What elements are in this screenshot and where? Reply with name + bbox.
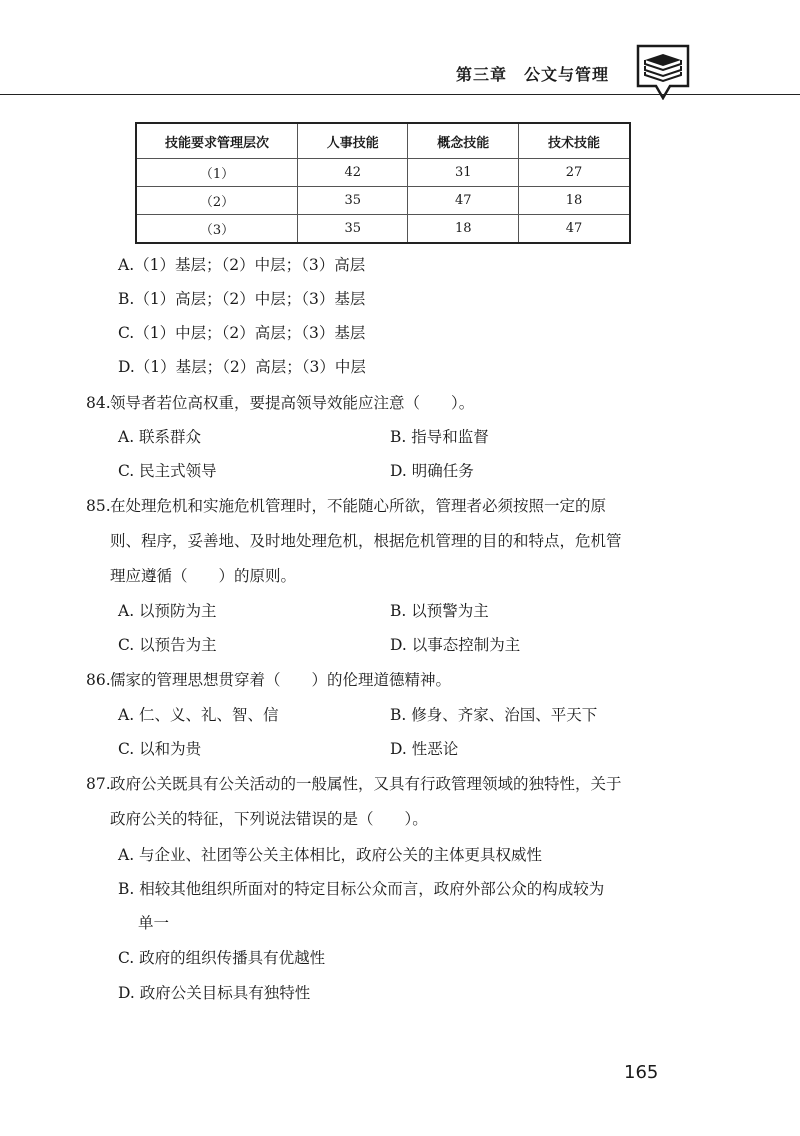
table-row xyxy=(136,159,630,187)
question-number: 87. xyxy=(86,775,111,793)
table-cell: （3） xyxy=(136,215,298,244)
table-cell: 47 xyxy=(408,187,518,215)
book-icon xyxy=(636,44,690,100)
table-cell: 42 xyxy=(298,159,408,187)
question-number: 86. xyxy=(86,671,111,689)
table-header-cell: 技术技能 xyxy=(518,123,630,159)
question-text: 则、程序，妥善地、及时地处理危机，根据危机管理的目的和特点，危机管 xyxy=(110,532,622,550)
q86-option-c: C. 以和为贵 xyxy=(118,740,202,758)
question-number: 85. xyxy=(86,497,111,515)
page-number: 165 xyxy=(624,1062,659,1083)
question-text: 政府公关既具有公关活动的一般属性，又具有行政管理领域的独特性，关于 xyxy=(110,775,622,793)
q86-option-d: D. 性恶论 xyxy=(390,740,459,758)
table-cell: 18 xyxy=(408,215,518,244)
q85-option-d: D. 以事态控制为主 xyxy=(390,636,521,654)
table-row xyxy=(136,187,630,215)
q85-option-a: A. 以预防为主 xyxy=(118,602,217,620)
table-cell: 27 xyxy=(518,159,630,187)
q85-option-c: C. 以预告为主 xyxy=(118,636,217,654)
q85-option-b: B. 以预警为主 xyxy=(390,602,489,620)
chapter-title: 第三章 公文与管理 xyxy=(456,65,610,84)
q84-option-c: C. 民主式领导 xyxy=(118,462,217,480)
table-header-row xyxy=(136,123,630,159)
table-cell: （2） xyxy=(136,187,298,215)
q84-option-b: B. 指导和监督 xyxy=(390,428,489,446)
q86-option-b: B. 修身、齐家、治国、平天下 xyxy=(390,706,598,724)
table-cell: 31 xyxy=(408,159,518,187)
table-row xyxy=(136,215,630,244)
table-cell: （1） xyxy=(136,159,298,187)
table-cell: 35 xyxy=(298,187,408,215)
table-header-cell: 概念技能 xyxy=(408,123,518,159)
q86-option-a: A. 仁、义、礼、智、信 xyxy=(118,706,279,724)
table-header-cell: 人事技能 xyxy=(298,123,408,159)
q84-option-a: A. 联系群众 xyxy=(118,428,202,446)
table-cell: 18 xyxy=(518,187,630,215)
question-text: 领导者若位高权重，要提高领导效能应注意（ ）。 xyxy=(110,394,475,412)
skill-table xyxy=(135,122,631,244)
table-cell: 47 xyxy=(518,215,630,244)
q84-option-d: D. 明确任务 xyxy=(390,462,474,480)
table-cell: 35 xyxy=(298,215,408,244)
question-number: 84. xyxy=(86,394,111,412)
header-rule xyxy=(0,94,800,95)
question-text: 儒家的管理思想贯穿着（ ）的伦理道德精神。 xyxy=(110,671,452,689)
question-text: 在处理危机和实施危机管理时，不能随心所欲，管理者必须按照一定的原 xyxy=(110,497,607,515)
question-text: 理应遵循（ ）的原则。 xyxy=(110,567,297,585)
question-text: 政府公关的特征，下列说法错误的是（ ）。 xyxy=(110,810,428,828)
table-header-cell: 技能要求管理层次 xyxy=(136,123,298,159)
